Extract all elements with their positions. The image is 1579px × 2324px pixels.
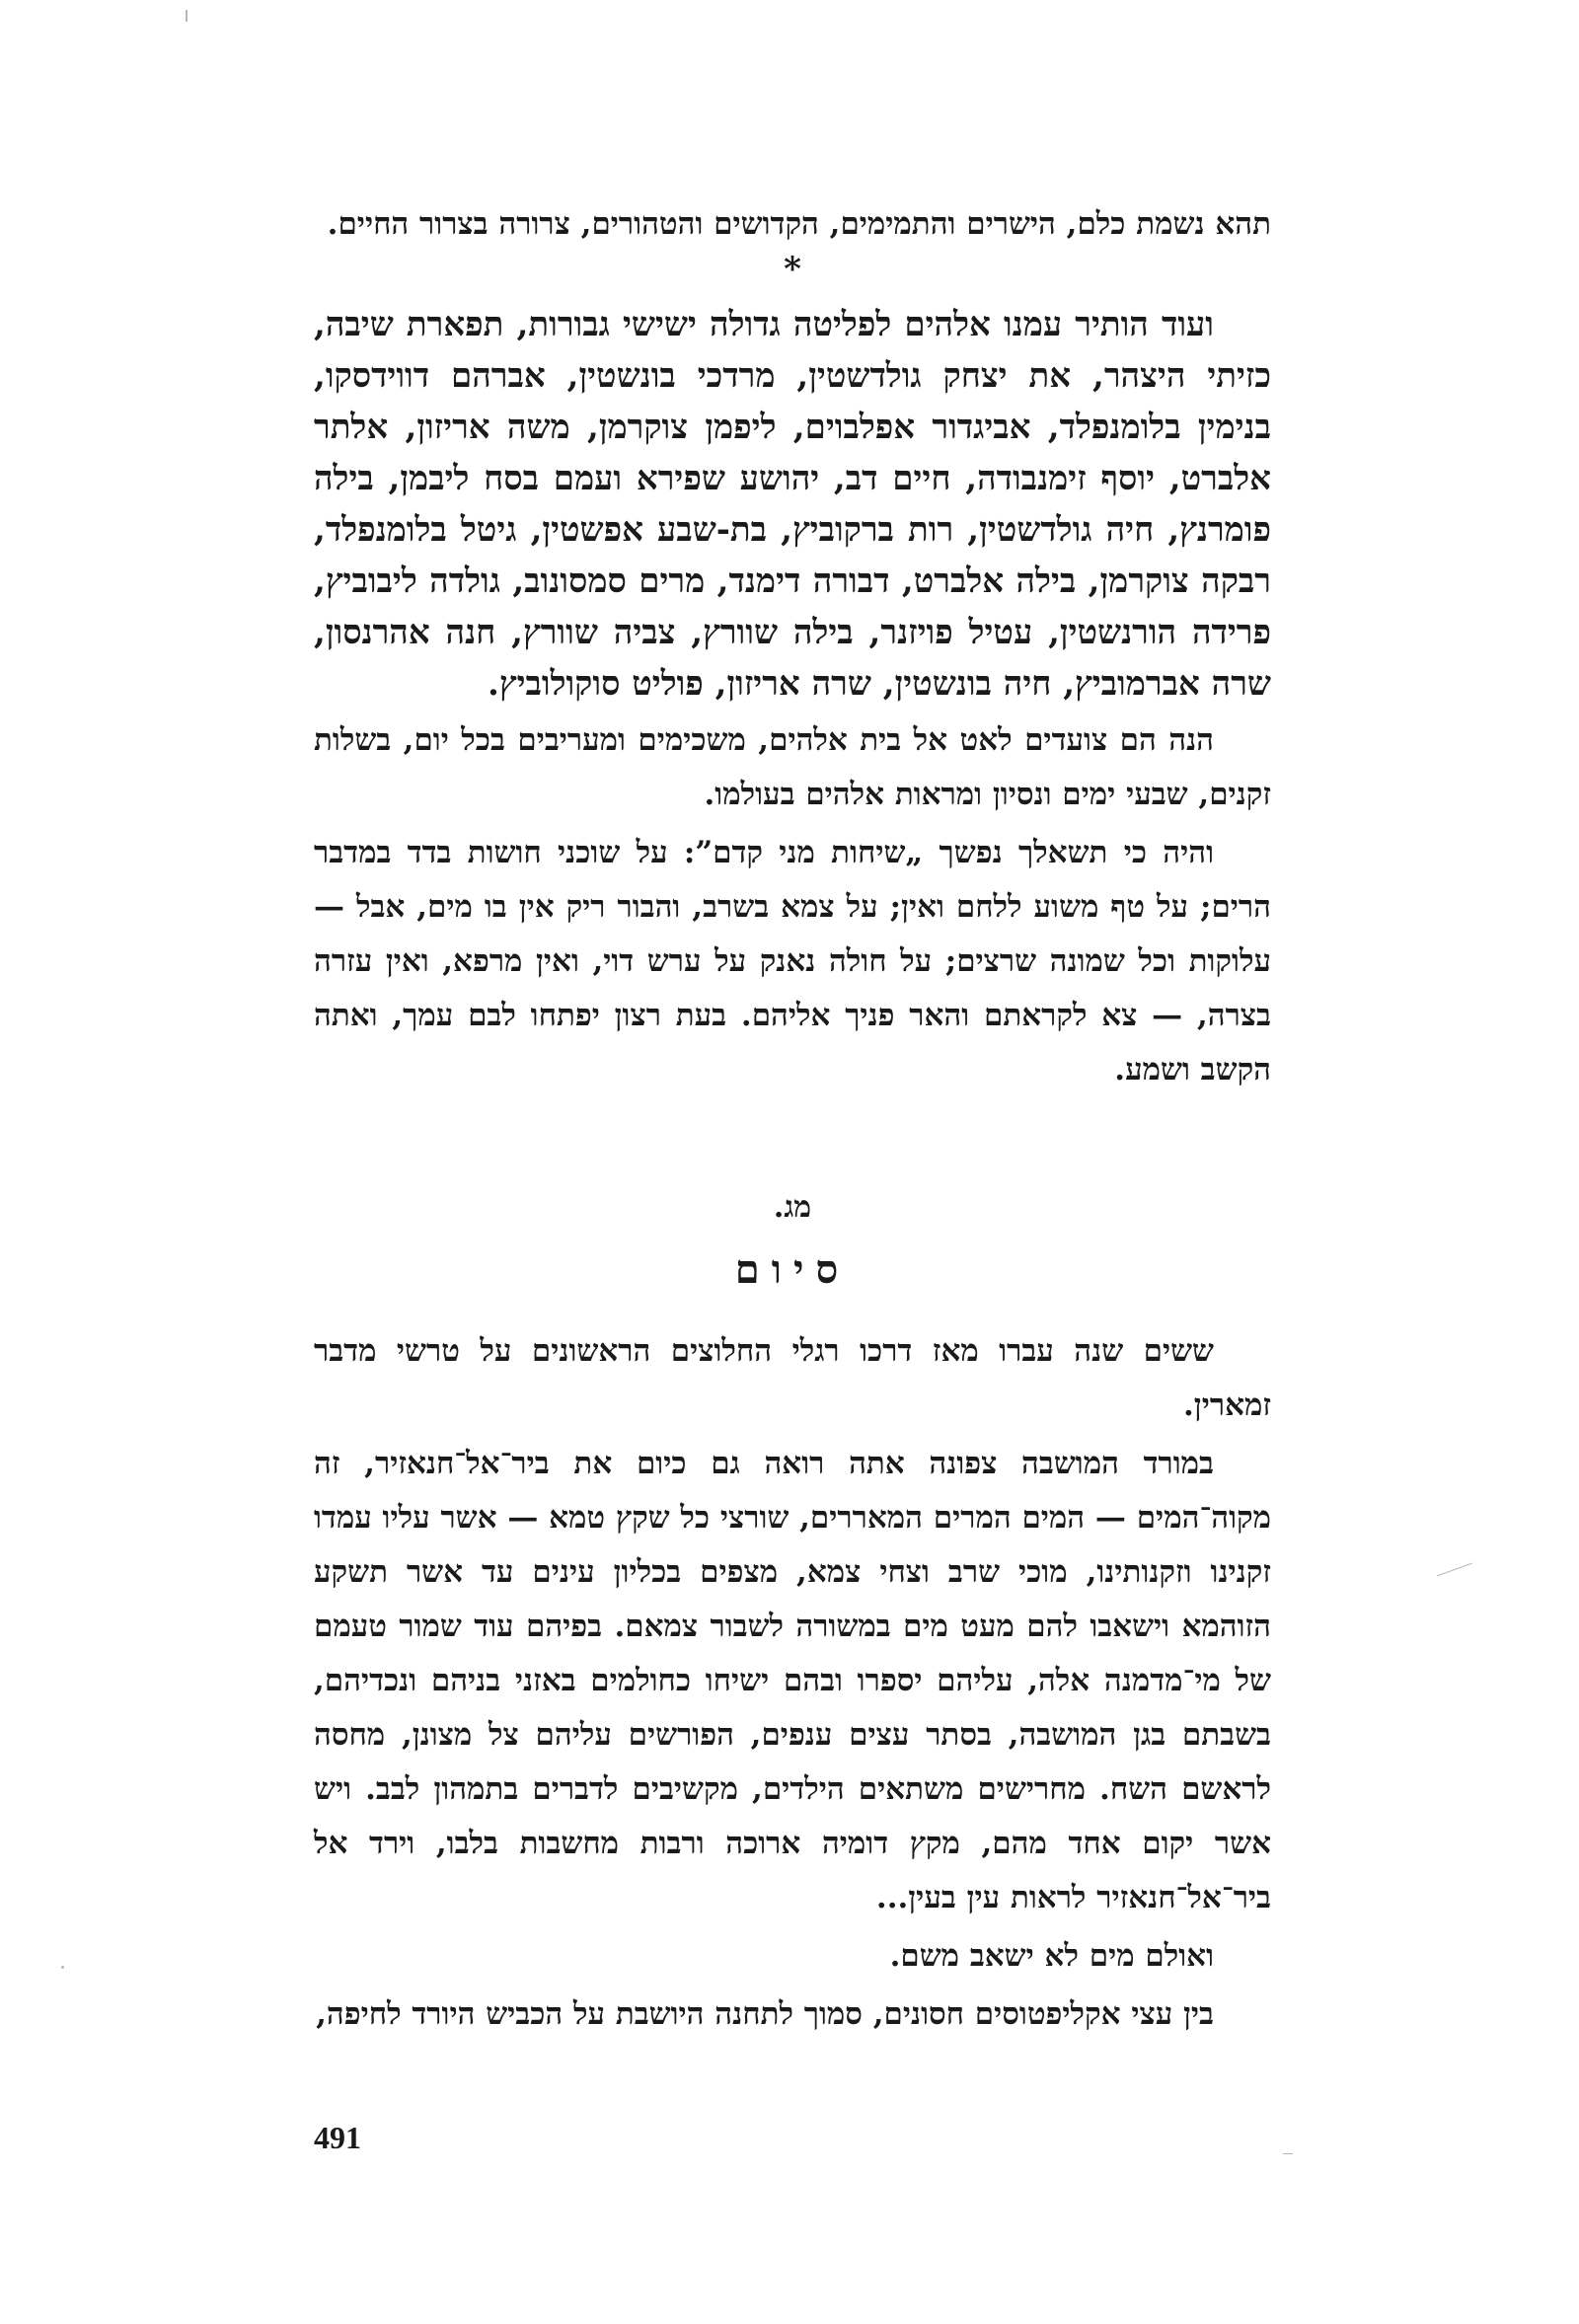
scan-mark-top: [186, 10, 188, 22]
chapter-title: סיום: [734, 1246, 851, 1293]
water-not-drawn-paragraph: ואולם מים לא ישאב משם.: [889, 1938, 1214, 1974]
sixty-years-paragraph: ששים שנה עברו מאז דרכו רגלי החלוצים הראשונים על טרשי מדבר זמארין.: [314, 1333, 1271, 1423]
chapter-number: מג.: [773, 1190, 812, 1225]
bir-al-hanazir-paragraph: במורד המושבה צפונה אתה רואה גם כיום את ביר־אל־חנאזיר, זה מקוה־המים — המים המרים המאררים, שורצי כל שקץ טמא — אשר עליו עמדו זקנינו וזקנותינו, מוכי שרב וצחי צמא, מצפים בכליון עינים עד אשר תשקע הזוהמא וישאבו להם מעט מים במשורה לשבור צמאם. בפיהם עוד שמור טעמם של מי־מדמנה אלה, עליהם יספרו ובהם ישיחו כחולמים באזני בניהם ונכדיהם, בשבתם בגן המושבה, בסתר עצים ענפים, הפורשים עליהם צל מצונן, מחסה לראשם השח. מחרישים משתאים הילדים, מקשיבים לדברים בתמהון לבב. ויש אשר יקום אחד מהם, מקץ דומיה ארוכה ורבות מחשבות בלבו, וירד אל ביר־אל־חנאזיר לראות עין בעין...: [314, 1446, 1271, 1915]
ancient-conversations-paragraph: והיה כי תשאלך נפשך „שיחות מני קדם”: על שוכני חושות בדד במדבר הרים; על טף משוע ללחם ואין; על צמא בשרב, והבור ריק אין בו מים, אבל — עלוקות וכל שמונה שרצים; על חולה נאנק על ערש דוי, ואין מרפא, ואין עזרה בצרה, — צא לקראתם והאר פניך אליהם. בעת רצון יפתחו לבם עמך, ואתה הקשב ושמע.: [314, 835, 1271, 1087]
page-number: 491: [314, 2120, 361, 2155]
eucalyptus-paragraph: בין עצי אקליפטוסים חסונים, סמוך לתחנה היושבת על הכביש היורד לחיפה,: [316, 1996, 1214, 2032]
scan-mark-bottom: [1283, 2153, 1293, 2154]
section-separator-asterisk: *: [784, 250, 801, 289]
elders-paragraph: הנה הם צועדים לאט אל בית אלהים, משכימים ומעריבים בכל יום, בשלות זקנים, שבעי ימים ונסיון ומראות אלהים בעולמו.: [314, 722, 1271, 812]
document-page: [314, 197, 1271, 2046]
memorial-names-paragraph: ועוד הותיר עמנו אלהים לפליטה גדולה ישישי גבורות, תפארת שיבה, כזיתי היצהר, את יצחק גולדשטין, מרדכי בונשטין, אברהם דווידסקו, בנימין בלומנפלד, אביגדור אפלבוים, ליפמן צוקרמן, משה אריזון, אלתר אלברט, יוסף זימנבודה, חיים דב, יהושע שפירא ועמם בסח ליבמן, בילה פומרנץ, חיה גולדשטין, רות ברקוביץ, בת-שבע אפשטין, גיטל בלומנפלד, רבקה צוקרמן, בילה אלברט, דבורה דימנד, מרים סמסונוב, גולדה ליבוביץ, פרידה הורנשטין, עטיל פויזנר, בילה שוורץ, צביה שוורץ, חנה אהרנסון, שרה אברמוביץ, חיה בונשטין, שרה אריזון, פוליט סוקולוביץ.: [314, 305, 1271, 704]
chapter-heading: [314, 1186, 1271, 1297]
scan-mark-right: [1437, 1563, 1472, 1577]
scan-mark-left: [61, 1966, 64, 1969]
closing-blessing-paragraph: תהא נשמת כלם, הישרים והתמימים, הקדושים והטהורים, צרורה בצרור החיים.: [327, 206, 1271, 242]
